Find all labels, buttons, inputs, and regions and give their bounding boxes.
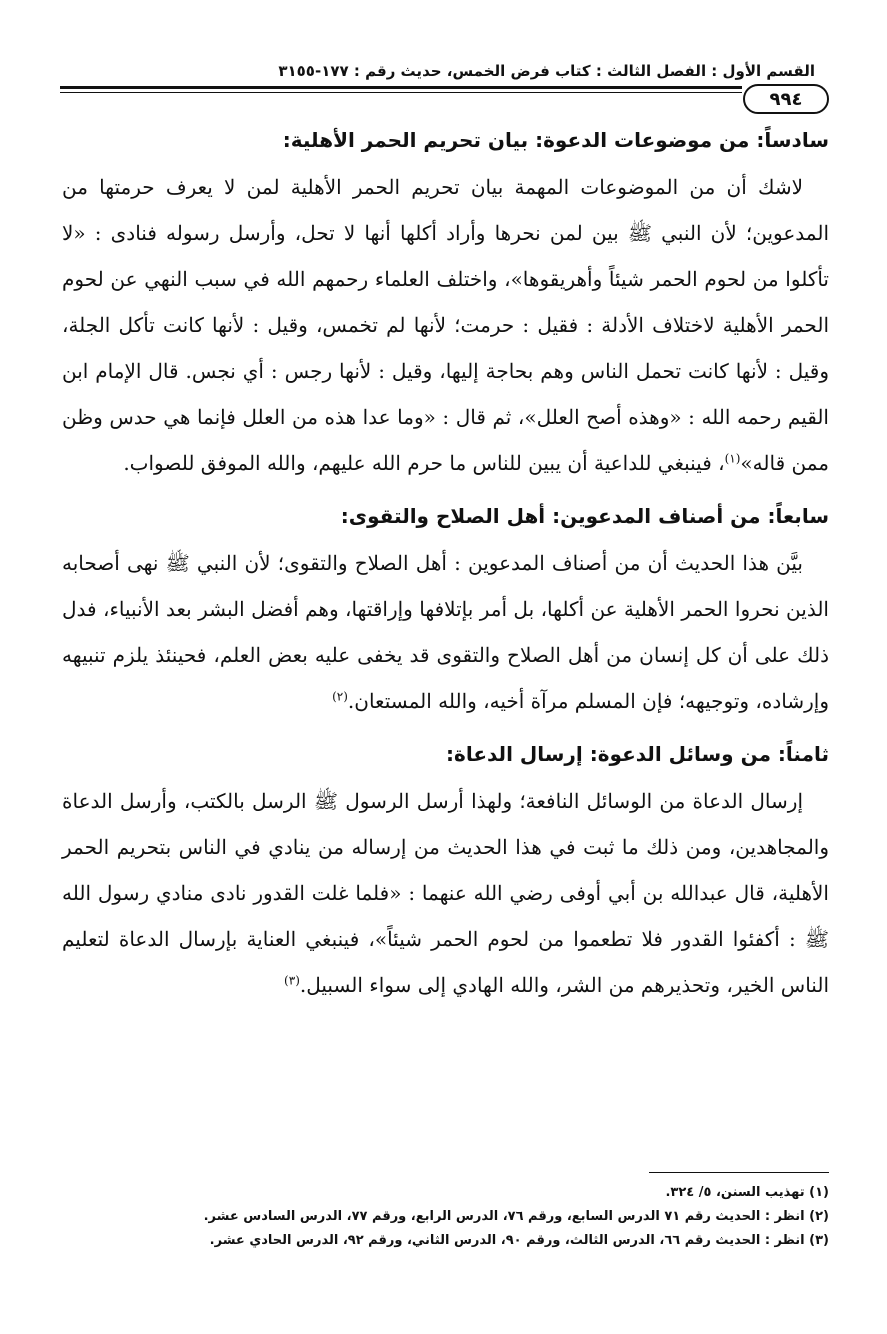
running-header: القسم الأول : الفصل الثالث : كتاب فرض الخمس، حديث رقم : ١٧٧-٣١٥٥: [278, 62, 815, 80]
page-number-badge: [743, 84, 829, 114]
paragraph-text-continued: ، فينبغي للداعية أن يبين للناس ما حرم الله عليهم، والله الموفق للصواب.: [123, 451, 725, 475]
footnote-ref-3: (٣): [284, 973, 300, 988]
section-paragraph-7: [62, 540, 829, 724]
footnotes: [62, 1172, 829, 1253]
footnote-rule: [649, 1172, 829, 1173]
footnote-1: (١) تهذيب السنن، ٥/ ٣٢٤.: [665, 1185, 829, 1200]
header-rule-thick: [60, 86, 742, 89]
footnote-3: (٣) انظر : الحديث رقم ٦٦، الدرس الثالث، ورقم ٩٠، الدرس الثاني، ورقم ٩٢، الدرس الحادي عشر.: [209, 1233, 829, 1248]
footnote-ref-2: (٢): [332, 689, 348, 704]
section-heading-7: سابعاً: من أصناف المدعوين: أهل الصلاح والتقوى:: [340, 504, 829, 528]
footnote-2: (٢) انظر : الحديث رقم ٧١ الدرس السابع، ورقم ٧٦، الدرس الرابع، ورقم ٧٧، الدرس السادس عشر.: [203, 1209, 829, 1224]
section-paragraph-6: [62, 164, 829, 486]
paragraph-text: لاشك أن من الموضوعات المهمة بيان تحريم الحمر الأهلية لمن لا يعرف حرمتها من المدعوين؛ لأن النبي ﷺ بين لمن نحرها وأراد أكلها أنها لا تحل، وأرسل رسوله فنادى : «لا تأكلوا من لحوم الحمر شيئاً وأهريقوها»، واختلف العلماء رحمهم الله في سبب النهي عن لحوم الحمر الأهلية لاختلاف الأدلة : فقيل : حرمت؛ لأنها لم تخمس، وقيل : لأنها كانت تأكل الجلة، وقيل : لأنها كانت تحمل الناس وهم بحاجة إليها، وقيل : لأنها رجس : أي نجس. قال الإمام ابن القيم رحمه الله : «وهذه أصح العلل»، ثم قال : «وما عدا هذه من العلل فإنما هي حدس وظن ممن قاله»: [62, 175, 829, 475]
section-paragraph-8: [62, 778, 829, 1008]
paragraph-text: إرسال الدعاة من الوسائل النافعة؛ ولهذا أرسل الرسول ﷺ الرسل بالكتب، وأرسل الدعاة والمجاهدين، ومن ذلك ما ثبت في هذا الحديث من إرساله من ينادي في الناس بتحريم الحمر الأهلية، قال عبدالله بن أبي أوفى رضي الله عنهما : «فلما غلت القدور نادى منادي رسول الله ﷺ : أكفئوا القدور فلا تطعموا من لحوم الحمر شيئاً»، فينبغي العناية بإرسال الدعاة لتعليم الناس الخير، وتحذيرهم من الشر، والله الهادي إلى سواء السبيل.: [62, 789, 829, 997]
header-rule: [60, 86, 742, 93]
footnote-ref-1: (١): [724, 451, 741, 466]
section-heading-6: سادساً: من موضوعات الدعوة: بيان تحريم الحمر الأهلية:: [282, 128, 829, 152]
paragraph-text: بيَّن هذا الحديث أن من أصناف المدعوين : أهل الصلاح والتقوى؛ لأن النبي ﷺ نهى أصحابه الذين نحروا الحمر الأهلية عن أكلها، بل أمر بإتلافها وإراقتها، وهم أفضل البشر بعد الأنبياء، فدل ذلك على أن كل إنسان من أهل الصلاح والتقوى قد يخفى عليه بعض العلم، فحينئذ يلزم تنبيهه وإرشاده، وتوجيهه؛ فإن المسلم مرآة أخيه، والله المستعان.: [62, 551, 829, 713]
page-number: ٩٩٤: [769, 88, 803, 110]
header-rule-thin: [60, 92, 742, 93]
page-body: [62, 122, 829, 1008]
section-heading-8: ثامناً: من وسائل الدعوة: إرسال الدعاة:: [446, 742, 829, 766]
